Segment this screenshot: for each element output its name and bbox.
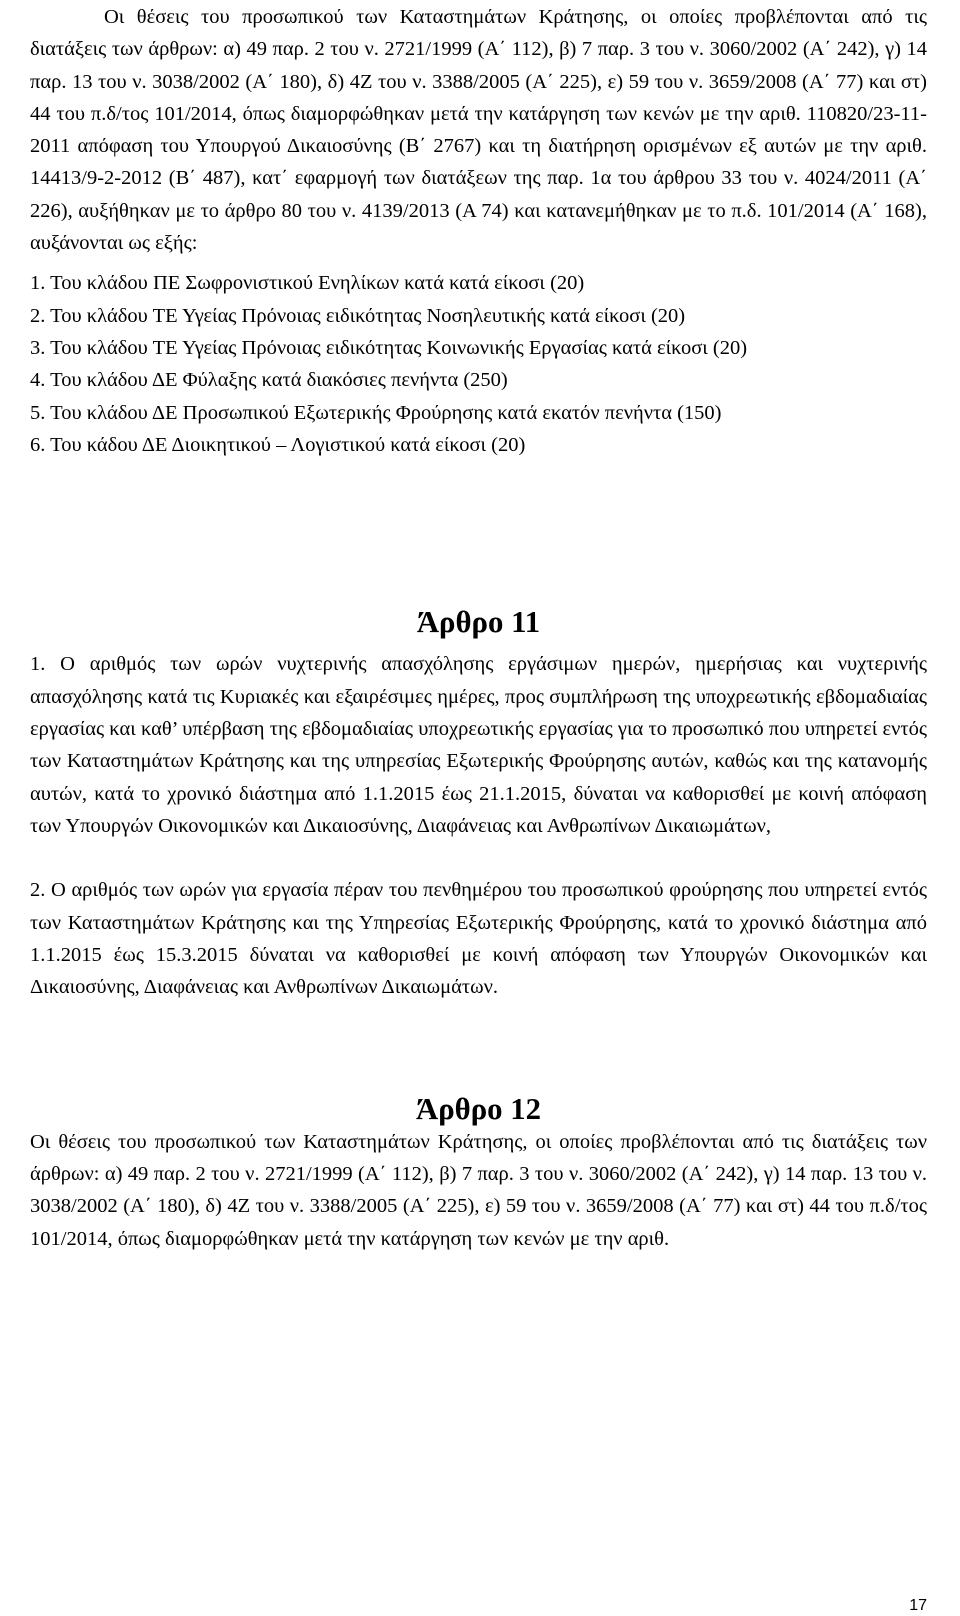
document-page: [30, 1, 927, 1255]
article-11-title: Άρθρο 11: [416, 605, 541, 640]
article-11-paragraph-1: 1. Ο αριθμός των ωρών νυχτερινής απασχόλησης εργάσιμων ημερών, ημερήσιας και νυχτερινής απασχόλησης κατά τις Κυριακές και εξαιρέσιμες ημέρες, προς συμπλήρωση της υποχρεωτικής εβδομαδιαίας εργασίας και καθ’ υπέρβαση της εβδομαδιαίας υποχρεωτικής εργασίας για το προσωπικό που υπηρετεί εντός των Καταστημάτων Κράτησης και της υπηρεσίας Εξωτερικής Φρούρησης αυτών, καθώς και της κατανομής αυτών, κατά το χρονικό διάστημα από 1.1.2015 έως 21.1.2015, δύναται να καθορισθεί με κοινή απόφαση των Υπουργών Οικονομικών και Δικαιοσύνης, Διαφάνειας και Ανθρωπίνων Δικαιωμάτων,: [30, 653, 927, 837]
positions-list: [30, 267, 927, 461]
list-item: 1. Του κλάδου ΠΕ Σωφρονιστικού Ενηλίκων κατά κατά είκοσι (20): [30, 272, 585, 295]
article-11-paragraph-2: 2. Ο αριθμός των ωρών για εργασία πέραν του πενθημέρου του προσωπικού φρούρησης που υπηρετεί εντός των Καταστημάτων Κράτησης και της Υπηρεσίας Εξωτερικής Φρούρησης, κατά το χρονικό διάστημα από 1.1.2015 έως 15.3.2015 δύναται να καθορισθεί με κοινή απόφαση των Υπουργών Οικονομικών και Δικαιοσύνης, Διαφάνειας και Ανθρωπίνων Δικαιωμάτων.: [30, 879, 927, 999]
list-item: 3. Του κλάδου ΤΕ Υγείας Πρόνοιας ειδικότητας Κοινωνικής Εργασίας κατά είκοσι (20): [30, 336, 748, 359]
list-item: 4. Του κλάδου ΔΕ Φύλαξης κατά διακόσιες πενήντα (250): [30, 369, 508, 392]
spacer: [30, 1003, 927, 1093]
article-12-title: Άρθρο 12: [416, 1092, 541, 1127]
article-12-paragraph: Οι θέσεις του προσωπικού των Καταστημάτων Κράτησης, οι οποίες προβλέπονται από τις διατάξεις των άρθρων: α) 49 παρ. 2 του ν. 2721/1999 (Α΄ 112), β) 7 παρ. 3 του ν. 3060/2002 (Α΄ 242), γ) 14 παρ. 13 του ν. 3038/2002 (Α΄ 180), δ) 4Ζ του ν. 3388/2005 (Α΄ 225), ε) 59 του ν. 3659/2008 (Α΄ 77) και στ) 44 του π.δ/τος 101/2014, όπως διαμορφώθηκαν μετά την κατάργηση των κενών με την αριθ.: [30, 1130, 927, 1250]
list-item: 2. Του κλάδου ΤΕ Υγείας Πρόνοιας ειδικότητας Νοσηλευτικής κατά είκοσι (20): [30, 304, 686, 327]
page-number: 17: [909, 1597, 927, 1614]
spacer: [30, 638, 927, 648]
intro-paragraph: Οι θέσεις του προσωπικού των Καταστημάτων Κράτησης, οι οποίες προβλέπονται από τις διατάξεις των άρθρων: α) 49 παρ. 2 του ν. 2721/1999 (Α΄ 112), β) 7 παρ. 3 του ν. 3060/2002 (Α΄ 242), γ) 14 παρ. 13 του ν. 3038/2002 (Α΄ 180), δ) 4Ζ του ν. 3388/2005 (Α΄ 225), ε) 59 του ν. 3659/2008 (Α΄ 77) και στ) 44 του π.δ/τος 101/2014, όπως διαμορφώθηκαν μετά την κατάργηση των κενών με την αριθ. 110820/23-11-2011 απόφαση του Υπουργού Δικαιοσύνης (Β΄ 2767) και τη διατήρηση ορισμένων εξ αυτών με την αριθ. 14413/9-2-2012 (Β΄ 487), κατ΄ εφαρμογή των διατάξεων της παρ. 1α του άρθρου 33 του ν. 4024/2011 (Α΄ 226), αυξήθηκαν με το άρθρο 80 του ν. 4139/2013 (Α 74) και κατανεμήθηκαν με το π.δ. 101/2014 (Α΄ 168), αυξάνονται ως εξής:: [30, 6, 927, 255]
list-item: 6. Του κάδου ΔΕ Διοικητικού – Λογιστικού κατά είκοσι (20): [30, 433, 526, 456]
spacer: [30, 259, 927, 267]
list-item: 5. Του κλάδου ΔΕ Προσωπικού Εξωτερικής Φρούρησης κατά εκατόν πενήντα (150): [30, 401, 722, 424]
spacer: [30, 461, 927, 606]
spacer: [30, 842, 927, 874]
